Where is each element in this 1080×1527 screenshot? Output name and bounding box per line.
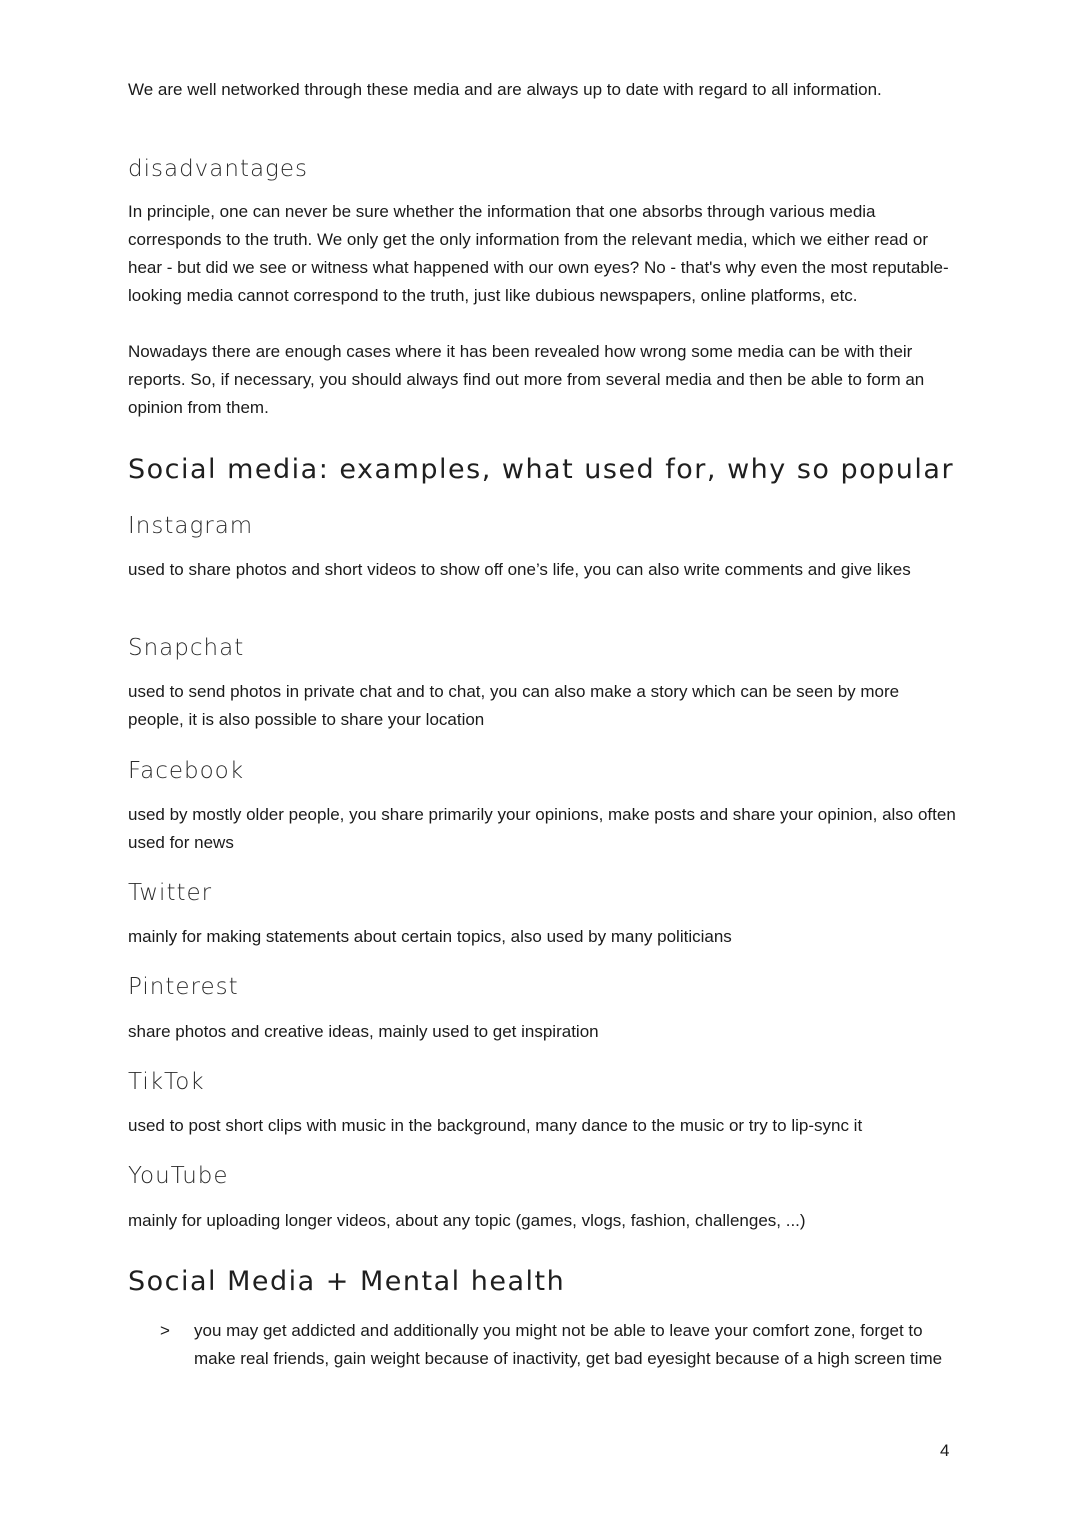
platform-description-twitter: mainly for making statements about certain topics, also used by many politicians	[128, 927, 732, 946]
platform-description-pinterest: share photos and creative ideas, mainly used to get inspiration	[128, 1022, 599, 1041]
platform-name-snapchat: Snapchat	[128, 635, 245, 661]
platform-description-snapchat: used to send photos in private chat and to chat, you can also make a story which can be seen by more people, it is also possible to share your location	[128, 682, 900, 729]
platform-name-youtube: YouTube	[128, 1163, 229, 1189]
platform-name-tiktok: TikTok	[128, 1069, 205, 1095]
mental-health-bullet-text: you may get addicted and additionally you might not be able to leave your comfort zone, forget to make real friends, gain weight because of inactivity, get bad eyesight because of a high screen time	[194, 1321, 943, 1368]
page-number: 4	[940, 1441, 950, 1460]
disadvantages-paragraph-1: In principle, one can never be sure whether the information that one absorbs through various media corresponds to the truth. We only get the only information from the relevant media, which we either read or hear - but did we see or witness what happened with our own eyes? No - that's why even the most reputable-looking media cannot correspond to the truth, just like dubious newspapers, online platforms, etc.	[128, 202, 949, 305]
intro-paragraph: We are well networked through these media and are always up to date with regard to all information.	[128, 80, 882, 99]
platform-description-tiktok: used to post short clips with music in the background, many dance to the music or try to lip-sync it	[128, 1116, 863, 1135]
platform-description-youtube: mainly for uploading longer videos, about any topic (games, vlogs, fashion, challenges, ...)	[128, 1211, 806, 1230]
bullet-marker: >	[160, 1321, 170, 1340]
platform-name-pinterest: Pinterest	[128, 974, 239, 1000]
platform-description-facebook: used by mostly older people, you share primarily your opinions, make posts and share your opinion, also often used for news	[128, 805, 956, 852]
platform-name-facebook: Facebook	[128, 758, 245, 784]
platform-name-twitter: Twitter	[128, 880, 213, 906]
platform-description-instagram: used to share photos and short videos to show off one’s life, you can also write comments and give likes	[128, 560, 911, 579]
mental-health-bullet	[160, 1317, 960, 1373]
social-media-heading: Social media: examples, what used for, why so popular	[128, 454, 955, 485]
platform-name-instagram: Instagram	[128, 513, 254, 539]
disadvantages-paragraph-2: Nowadays there are enough cases where it has been revealed how wrong some media can be with their reports. So, if necessary, you should always find out more from several media and then be able to form an opinion from them.	[128, 342, 925, 417]
disadvantages-heading: disadvantages	[128, 156, 308, 182]
mental-health-heading: Social Media + Mental health	[128, 1266, 566, 1297]
